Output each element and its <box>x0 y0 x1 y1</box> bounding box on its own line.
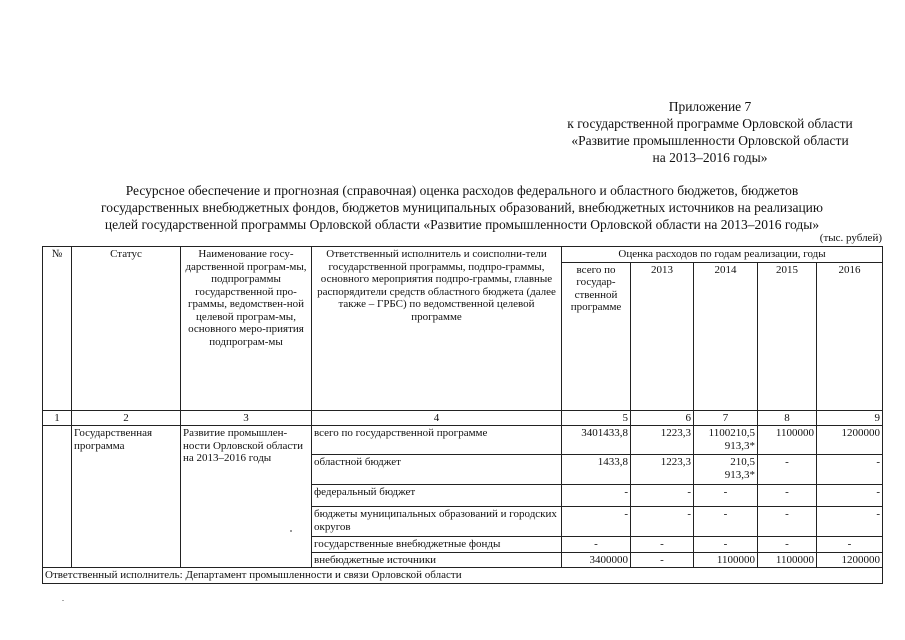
value-2013: - <box>631 507 694 537</box>
value-2014: 1100000 <box>694 552 758 568</box>
value-total: - <box>562 537 631 553</box>
value-2013: 1223,3 <box>631 455 694 485</box>
value-2013: - <box>631 537 694 553</box>
col-number: 1 <box>43 410 72 426</box>
value-2013: 1223,3 <box>631 426 694 455</box>
value-total: 3400000 <box>562 552 631 568</box>
value-total: 3401433,8 <box>562 426 631 455</box>
value-2015: - <box>758 485 817 507</box>
value-2013: - <box>631 485 694 507</box>
value-2016: - <box>817 507 883 537</box>
value-2015: - <box>758 455 817 485</box>
header-estimate: Оценка расходов по годам реализации, годы <box>562 247 883 263</box>
program-status: Государственная программа <box>72 426 181 568</box>
funding-source: внебюджетные источники <box>312 552 562 568</box>
value-total: - <box>562 485 631 507</box>
header-executor: Ответственный исполнитель и соисполни-тели государственной программы, подпро-граммы, основного мероприятия подпро-граммы, главные распорядители средств областного бюджета (далее также – ГРБС) по ведомственной целевой программе <box>312 247 562 411</box>
col-number: 9 <box>817 410 883 426</box>
funding-source: всего по государственной программе <box>312 426 562 455</box>
col-number: 8 <box>758 410 817 426</box>
document-title <box>52 182 872 233</box>
value-2016: 1200000 <box>817 552 883 568</box>
value-2014-note: 913,3* <box>724 468 755 481</box>
value-2015: 1100000 <box>758 552 817 568</box>
row-number-cell <box>43 426 72 568</box>
col-number: 6 <box>631 410 694 426</box>
col-number: 5 <box>562 410 631 426</box>
funding-source: государственные внебюджетные фонды <box>312 537 562 553</box>
value-2014: 210,5 <box>730 456 755 468</box>
value-2016: - <box>817 537 883 553</box>
table-row <box>43 426 883 455</box>
col-number: 3 <box>181 410 312 426</box>
scan-speck <box>62 600 64 601</box>
funding-source: бюджеты муниципальных образований и городских округов <box>312 507 562 537</box>
header-2014: 2014 <box>694 262 758 410</box>
header-num: № <box>43 247 72 411</box>
value-2014-cell <box>694 426 758 455</box>
appendix-heading <box>540 98 880 166</box>
title-line-1: Ресурсное обеспечение и прогнозная (справочная) оценка расходов федерального и областного бюджетов, бюджетов <box>125 183 799 198</box>
value-2015: - <box>758 507 817 537</box>
title-line-3: целей государственной программы Орловской области «Развитие промышленности Орловской области на 2013–2016 годы» <box>104 217 820 232</box>
value-2015: 1100000 <box>758 426 817 455</box>
scan-speck <box>290 530 292 532</box>
col-number: 4 <box>312 410 562 426</box>
appendix-number: Приложение 7 <box>668 99 752 114</box>
value-2016: - <box>817 485 883 507</box>
header-2015: 2015 <box>758 262 817 410</box>
value-total: 1433,8 <box>562 455 631 485</box>
title-line-2: государственных внебюджетных фондов, бюджетов муниципальных образований, внебюджетных источников на реализацию <box>101 200 823 215</box>
header-status: Статус <box>72 247 181 411</box>
value-2014: - <box>694 537 758 553</box>
responsible-executor-note: Ответственный исполнитель: Департамент промышленности и связи Орловской области <box>43 568 883 584</box>
value-2015: - <box>758 537 817 553</box>
program-name: Развитие промышлен-ности Орловской области на 2013–2016 годы <box>181 426 312 568</box>
col-number: 2 <box>72 410 181 426</box>
unit-label: (тыс. рублей) <box>819 232 882 244</box>
funding-source: федеральный бюджет <box>312 485 562 507</box>
resource-table <box>42 246 883 584</box>
footer-row <box>43 568 883 584</box>
appendix-line-3: «Развитие промышленности Орловской области <box>571 133 849 148</box>
value-2014: 1100210,5 <box>708 427 755 439</box>
value-2014-note: 913,3* <box>724 439 755 452</box>
header-2013: 2013 <box>631 262 694 410</box>
value-2014: - <box>694 507 758 537</box>
col-number: 7 <box>694 410 758 426</box>
value-2013: - <box>631 552 694 568</box>
value-2014-cell <box>694 455 758 485</box>
header-name: Наименование госу-дарственной програм-мы, подпрограммы государственной про-граммы, ведомствен-ной целевой програм-мы, основного меро-приятия подпрограм-мы <box>181 247 312 411</box>
value-2016: 1200000 <box>817 426 883 455</box>
value-2016: - <box>817 455 883 485</box>
header-total: всего по государ-ственной программе <box>562 262 631 410</box>
appendix-line-2: к государственной программе Орловской области <box>567 116 853 131</box>
value-2014: - <box>694 485 758 507</box>
appendix-line-4: на 2013–2016 годы» <box>652 150 768 165</box>
header-2016: 2016 <box>817 262 883 410</box>
column-number-row <box>43 410 883 426</box>
value-total: - <box>562 507 631 537</box>
funding-source: областной бюджет <box>312 455 562 485</box>
header-row-1 <box>43 247 883 263</box>
